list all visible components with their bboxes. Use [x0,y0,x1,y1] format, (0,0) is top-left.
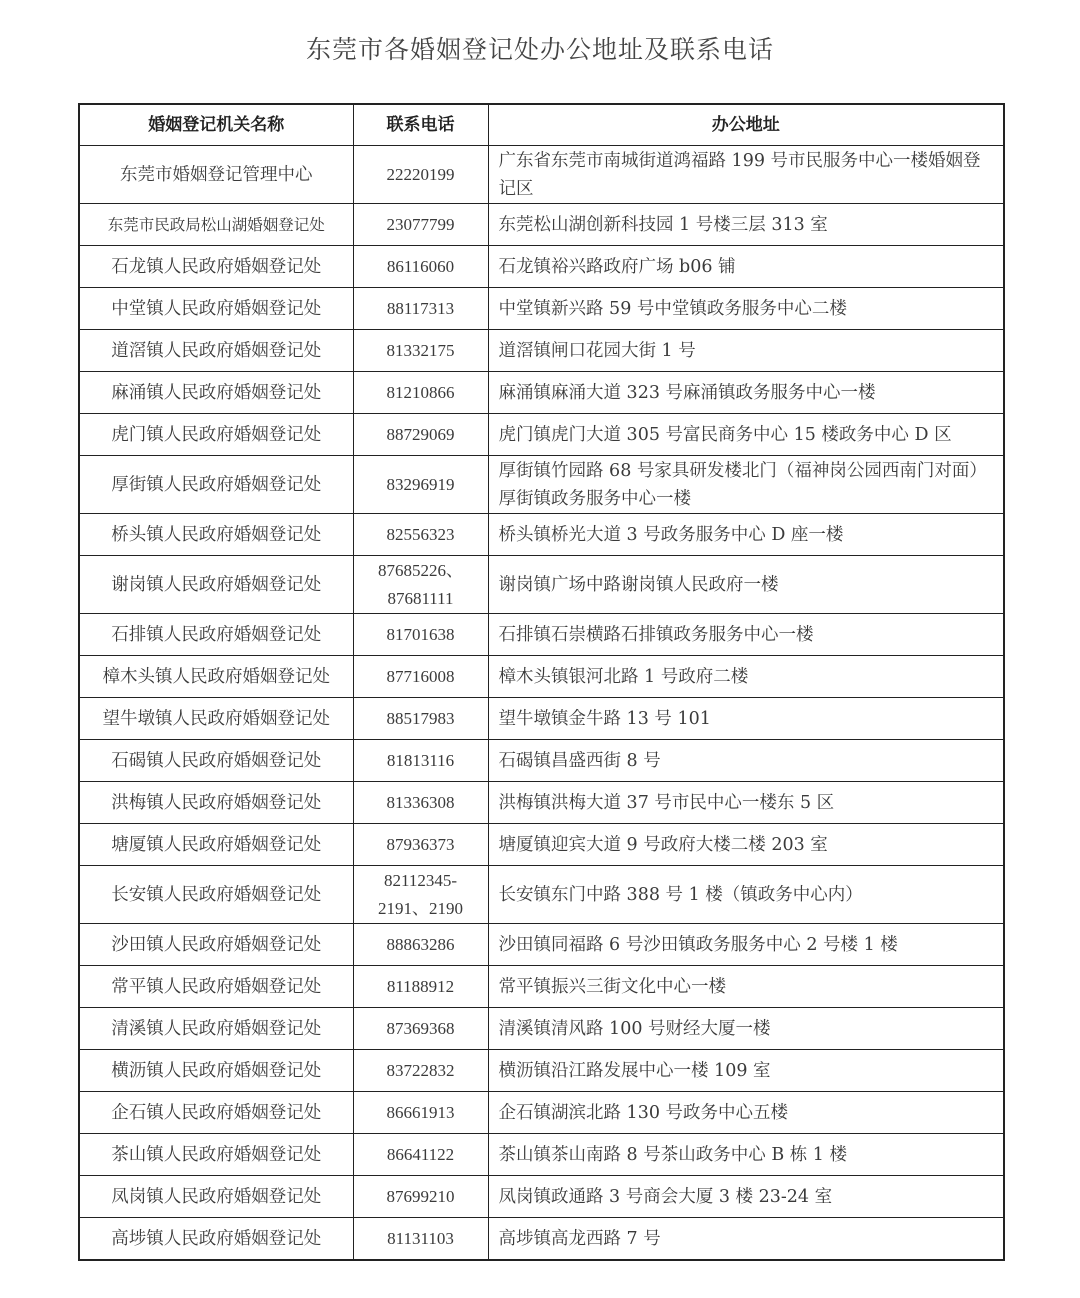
office-name-cell: 横沥镇人民政府婚姻登记处 [79,1050,353,1092]
office-name-cell: 道滘镇人民政府婚姻登记处 [79,330,353,372]
table-body [79,146,1004,1261]
office-name-cell: 茶山镇人民政府婚姻登记处 [79,1134,353,1176]
phone-cell: 86661913 [353,1092,488,1134]
table-row [79,246,1004,288]
table-row [79,288,1004,330]
address-cell: 中堂镇新兴路 59 号中堂镇政务服务中心二楼 [488,288,1004,330]
office-name-cell: 桥头镇人民政府婚姻登记处 [79,514,353,556]
office-name-cell: 高埗镇人民政府婚姻登记处 [79,1218,353,1261]
table-row [79,782,1004,824]
phone-cell: 86116060 [353,246,488,288]
office-name-cell: 石碣镇人民政府婚姻登记处 [79,740,353,782]
phone-cell: 81813116 [353,740,488,782]
table-row [79,146,1004,204]
office-name-cell: 樟木头镇人民政府婚姻登记处 [79,656,353,698]
office-name-cell: 企石镇人民政府婚姻登记处 [79,1092,353,1134]
header-address: 办公地址 [488,104,1004,146]
phone-cell: 87369368 [353,1008,488,1050]
address-cell: 石龙镇裕兴路政府广场 b06 铺 [488,246,1004,288]
office-name-cell: 谢岗镇人民政府婚姻登记处 [79,556,353,614]
header-phone: 联系电话 [353,104,488,146]
address-cell: 凤岗镇政通路 3 号商会大厦 3 楼 23-24 室 [488,1176,1004,1218]
address-cell: 厚街镇竹园路 68 号家具研发楼北门（福神岗公园西南门对面）厚街镇政务服务中心一楼 [488,456,1004,514]
table-row [79,656,1004,698]
office-name-cell: 沙田镇人民政府婚姻登记处 [79,924,353,966]
office-name-cell: 望牛墩镇人民政府婚姻登记处 [79,698,353,740]
office-name-cell: 东莞市民政局松山湖婚姻登记处 [79,204,353,246]
table-row [79,824,1004,866]
office-name-cell: 常平镇人民政府婚姻登记处 [79,966,353,1008]
phone-cell: 81701638 [353,614,488,656]
address-cell: 东莞松山湖创新科技园 1 号楼三层 313 室 [488,204,1004,246]
office-name-cell: 洪梅镇人民政府婚姻登记处 [79,782,353,824]
table-row [79,966,1004,1008]
page-title: 东莞市各婚姻登记处办公地址及联系电话 [305,35,774,64]
address-cell: 石排镇石崇横路石排镇政务服务中心一楼 [488,614,1004,656]
address-cell: 望牛墩镇金牛路 13 号 101 [488,698,1004,740]
phone-cell: 87685226、87681111 [353,556,488,614]
address-cell: 道滘镇闸口花园大街 1 号 [488,330,1004,372]
table-row [79,614,1004,656]
phone-cell: 82112345-2191、2190 [353,866,488,924]
phone-cell: 83722832 [353,1050,488,1092]
phone-cell: 82556323 [353,514,488,556]
address-cell: 谢岗镇广场中路谢岗镇人民政府一楼 [488,556,1004,614]
address-cell: 茶山镇茶山南路 8 号茶山政务中心 B 栋 1 楼 [488,1134,1004,1176]
table-row [79,1050,1004,1092]
phone-cell: 81131103 [353,1218,488,1261]
table-row [79,1218,1004,1261]
table-row [79,1176,1004,1218]
table-row [79,330,1004,372]
table-row [79,1008,1004,1050]
header-office-name: 婚姻登记机关名称 [79,104,353,146]
table-row [79,740,1004,782]
phone-cell: 87716008 [353,656,488,698]
address-cell: 樟木头镇银河北路 1 号政府二楼 [488,656,1004,698]
office-name-cell: 虎门镇人民政府婚姻登记处 [79,414,353,456]
office-name-cell: 厚街镇人民政府婚姻登记处 [79,456,353,514]
phone-cell: 87936373 [353,824,488,866]
phone-cell: 81188912 [353,966,488,1008]
table-row [79,1134,1004,1176]
address-cell: 虎门镇虎门大道 305 号富民商务中心 15 楼政务中心 D 区 [488,414,1004,456]
phone-cell: 88729069 [353,414,488,456]
address-cell: 常平镇振兴三街文化中心一楼 [488,966,1004,1008]
table-row [79,414,1004,456]
office-name-cell: 塘厦镇人民政府婚姻登记处 [79,824,353,866]
office-name-cell: 石龙镇人民政府婚姻登记处 [79,246,353,288]
table-row [79,556,1004,614]
phone-cell: 87699210 [353,1176,488,1218]
table-row [79,924,1004,966]
registry-table [78,103,1005,1261]
table-row [79,698,1004,740]
address-cell: 企石镇湖滨北路 130 号政务中心五楼 [488,1092,1004,1134]
table-row [79,204,1004,246]
table-row [79,372,1004,414]
phone-cell: 88117313 [353,288,488,330]
address-cell: 塘厦镇迎宾大道 9 号政府大楼二楼 203 室 [488,824,1004,866]
address-cell: 洪梅镇洪梅大道 37 号市民中心一楼东 5 区 [488,782,1004,824]
office-name-cell: 石排镇人民政府婚姻登记处 [79,614,353,656]
phone-cell: 81210866 [353,372,488,414]
office-name-cell: 清溪镇人民政府婚姻登记处 [79,1008,353,1050]
address-cell: 清溪镇清风路 100 号财经大厦一楼 [488,1008,1004,1050]
office-name-cell: 东莞市婚姻登记管理中心 [79,146,353,204]
address-cell: 横沥镇沿江路发展中心一楼 109 室 [488,1050,1004,1092]
address-cell: 广东省东莞市南城街道鸿福路 199 号市民服务中心一楼婚姻登记区 [488,146,1004,204]
table-row [79,866,1004,924]
table-header-row [79,104,1004,146]
phone-cell: 86641122 [353,1134,488,1176]
phone-cell: 83296919 [353,456,488,514]
address-cell: 麻涌镇麻涌大道 323 号麻涌镇政务服务中心一楼 [488,372,1004,414]
table-row [79,1092,1004,1134]
phone-cell: 81332175 [353,330,488,372]
table-row [79,514,1004,556]
phone-cell: 88517983 [353,698,488,740]
phone-cell: 81336308 [353,782,488,824]
address-cell: 沙田镇同福路 6 号沙田镇政务服务中心 2 号楼 1 楼 [488,924,1004,966]
office-name-cell: 麻涌镇人民政府婚姻登记处 [79,372,353,414]
phone-cell: 23077799 [353,204,488,246]
address-cell: 长安镇东门中路 388 号 1 楼（镇政务中心内） [488,866,1004,924]
table-row [79,456,1004,514]
office-name-cell: 中堂镇人民政府婚姻登记处 [79,288,353,330]
phone-cell: 88863286 [353,924,488,966]
address-cell: 石碣镇昌盛西街 8 号 [488,740,1004,782]
phone-cell: 22220199 [353,146,488,204]
address-cell: 桥头镇桥光大道 3 号政务服务中心 D 座一楼 [488,514,1004,556]
office-name-cell: 长安镇人民政府婚姻登记处 [79,866,353,924]
office-name-cell: 凤岗镇人民政府婚姻登记处 [79,1176,353,1218]
address-cell: 高埗镇高龙西路 7 号 [488,1218,1004,1261]
